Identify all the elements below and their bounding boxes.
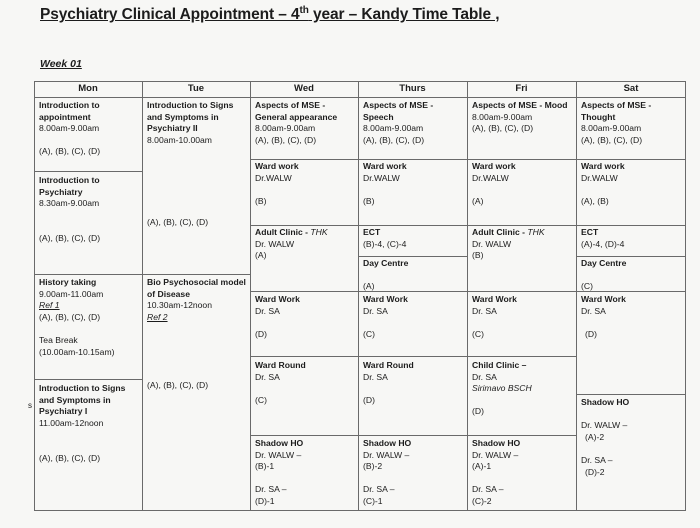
fri-adult-clinic: Adult Clinic - THK Dr. WALW (B): [472, 227, 545, 261]
fri-shadow-ho: Shadow HO Dr. WALW – (A)-1 Dr. SA – (C)-2: [472, 438, 521, 506]
tue-signs-symptoms-2-groups: (A), (B), (C), (D): [147, 217, 209, 227]
wed-ward-work-sa: Ward Work Dr. SA (D): [255, 294, 300, 339]
stray-mark: s: [28, 401, 32, 410]
sat-ward-work: Ward work Dr.WALW (A), (B): [581, 161, 625, 206]
wed-mse-general: Aspects of MSE - General appearance 8.00am-9.00am (A), (B), (C), (D): [255, 100, 338, 145]
header-tue: Tue: [187, 83, 205, 94]
fri-mse-mood: Aspects of MSE - Mood 8.00am-9.00am (A), (B), (C), (D): [472, 100, 568, 134]
thu-shadow-ho: Shadow HO Dr. WALW – (B)-2 Dr. SA – (C)-1: [363, 438, 412, 506]
sat-shadow-ho: Shadow HO Dr. WALW – (A)-2 Dr. SA – (D)-2: [581, 397, 630, 477]
header-thurs: Thurs: [399, 83, 426, 94]
thu-ect: ECT (B)-4, (C)-4: [363, 227, 407, 249]
header-mon: Mon: [78, 83, 98, 94]
wed-shadow-ho: Shadow HO Dr. WALW – (B)-1 Dr. SA – (D)-1: [255, 438, 304, 506]
fri-ward-work: Ward work Dr.WALW (A): [472, 161, 516, 206]
mon-intro-appointment: Introduction to appointment 8.00am-9.00am (A), (B), (C), (D): [39, 100, 101, 157]
sat-ward-work-sa: Ward Work Dr. SA (D): [581, 294, 626, 339]
tue-signs-symptoms-2: Introduction to Signs and Symptoms in Psychiatry II 8.00am-10.00am: [147, 100, 234, 145]
tue-bio-psychosocial: Bio Psychosocial model of Disease 10.30am-12noon Ref 2: [147, 277, 246, 322]
thu-ward-work: Ward work Dr.WALW (B): [363, 161, 407, 206]
fri-child-clinic: Child Clinic – Dr. SA Sirimavo BSCH (D): [472, 360, 532, 417]
tue-bio-psychosocial-groups: (A), (B), (C), (D): [147, 380, 209, 390]
header-wed: Wed: [294, 83, 314, 94]
header-sat: Sat: [623, 83, 639, 94]
page-title: Psychiatry Clinical Appointment – 4th year – Kandy Time Table ,: [40, 4, 500, 23]
thu-ward-work-sa: Ward Work Dr. SA (C): [363, 294, 408, 339]
thu-ward-round: Ward Round Dr. SA (D): [363, 360, 414, 405]
wed-ward-round: Ward Round Dr. SA (C): [255, 360, 306, 405]
sat-day-centre: Day Centre (C): [581, 258, 627, 292]
sat-ect: ECT (A)-4, (D)-4: [581, 227, 625, 249]
mon-history-taking: History taking 9.00am-11.00am Ref 1 (A), (B), (C), (D) Tea Break (10.00am-10.15am): [39, 277, 115, 357]
mon-signs-symptoms-1: Introduction to Signs and Symptoms in Psychiatry I 11.00am-12noon (A), (B), (C), (D): [39, 383, 126, 463]
thu-day-centre: Day Centre (A): [363, 258, 409, 292]
mon-intro-psychiatry: Introduction to Psychiatry 8.30am-9.00am (A), (B), (C), (D): [39, 175, 101, 243]
header-fri: Fri: [515, 83, 528, 94]
week-label: Week 01: [40, 58, 82, 70]
sat-mse-thought: Aspects of MSE - Thought 8.00am-9.00am (A), (B), (C), (D): [581, 100, 652, 145]
thu-mse-speech: Aspects of MSE - Speech 8.00am-9.00am (A), (B), (C), (D): [363, 100, 434, 145]
wed-ward-work: Ward work Dr.WALW (B): [255, 161, 299, 206]
wed-adult-clinic: Adult Clinic - THK Dr. WALW (A): [255, 227, 328, 261]
fri-ward-work-sa: Ward Work Dr. SA (C): [472, 294, 517, 339]
